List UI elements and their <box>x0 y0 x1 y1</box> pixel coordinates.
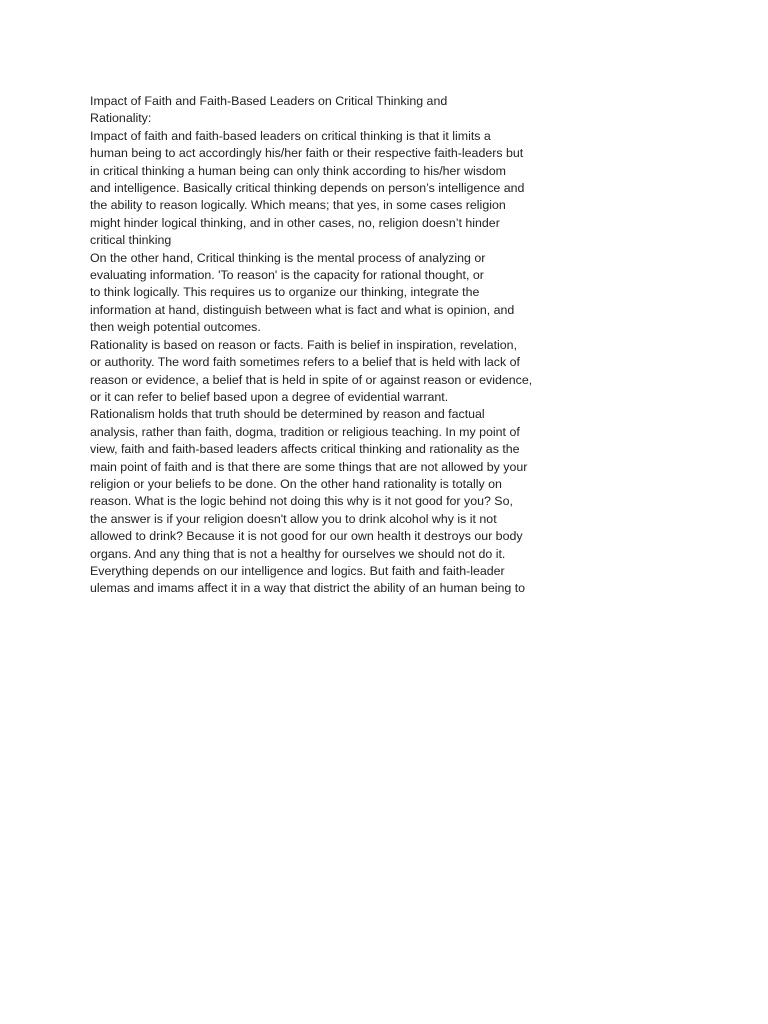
body-text-line: then weigh potential outcomes. <box>90 320 261 335</box>
body-text-line: in critical thinking a human being can only think according to his/her wisdom <box>90 163 506 178</box>
body-text-line: religion or your beliefs to be done. On the other hand rationality is totally on <box>90 476 502 491</box>
body-text-line: organs. And any thing that is not a healthy for ourselves we should not do it. <box>90 546 506 561</box>
body-text-line: On the other hand, Critical thinking is the mental process of analyzing or <box>90 250 486 265</box>
document-title-line-2: Rationality: <box>90 111 152 126</box>
body-text-line: the answer is if your religion doesn't allow you to drink alcohol why is it not <box>90 511 497 526</box>
body-text-line: might hinder logical thinking, and in other cases, no, religion doesn’t hinder <box>90 215 500 230</box>
body-text-line: analysis, rather than faith, dogma, tradition or religious teaching. In my point of <box>90 424 520 439</box>
body-text-line: or authority. The word faith sometimes refers to a belief that is held with lack of <box>90 355 520 370</box>
body-text-line: allowed to drink? Because it is not good for our own health it destroys our body <box>90 529 523 544</box>
document-text <box>90 93 560 598</box>
body-text-line: Rationalism holds that truth should be determined by reason and factual <box>90 407 485 422</box>
body-text-line: main point of faith and is that there are some things that are not allowed by your <box>90 459 528 474</box>
body-text-line: ulemas and imams affect it in a way that district the ability of an human being to <box>90 581 526 596</box>
body-text-line: to think logically. This requires us to organize our thinking, integrate the <box>90 285 480 300</box>
body-text-line: or it can refer to belief based upon a degree of evidential warrant. <box>90 389 449 404</box>
body-text-line: reason or evidence, a belief that is held in spite of or against reason or evidence, <box>90 372 533 387</box>
body-text-line: evaluating information. 'To reason' is the capacity for rational thought, or <box>90 268 484 283</box>
document-title-line-1: Impact of Faith and Faith-Based Leaders on Critical Thinking and <box>90 94 448 108</box>
body-text-line: human being to act accordingly his/her faith or their respective faith-leaders but <box>90 146 524 161</box>
body-text-line: and intelligence. Basically critical thinking depends on person’s intelligence and <box>90 181 525 196</box>
body-text-line: Everything depends on our intelligence and logics. But faith and faith-leader <box>90 563 505 578</box>
body-text-line: information at hand, distinguish between what is fact and what is opinion, and <box>90 302 515 317</box>
body-text-line: reason. What is the logic behind not doing this why is it not good for you? So, <box>90 494 513 509</box>
body-text-line: Impact of faith and faith-based leaders on critical thinking is that it limits a <box>90 128 491 143</box>
body-text-line: view, faith and faith-based leaders affects critical thinking and rationality as the <box>90 442 520 457</box>
body-text-line: the ability to reason logically. Which means; that yes, in some cases religion <box>90 198 506 213</box>
body-text-line: Rationality is based on reason or facts. Faith is belief in inspiration, revelation, <box>90 337 518 352</box>
body-text-line: critical thinking <box>90 233 172 248</box>
